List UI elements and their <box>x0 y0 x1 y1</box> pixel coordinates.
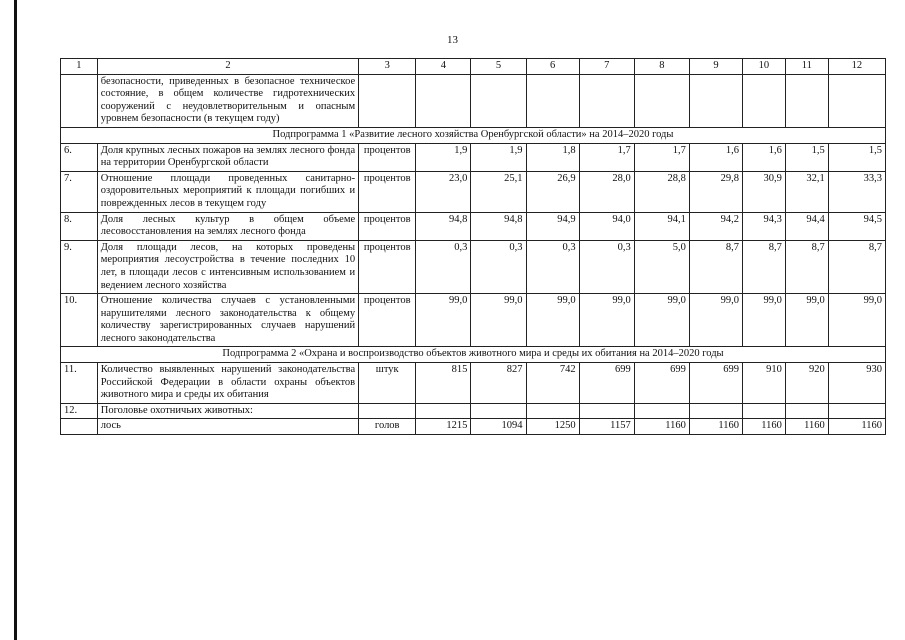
table-row <box>61 363 886 404</box>
header-cell: 11 <box>785 59 828 75</box>
header-cell: 4 <box>416 59 471 75</box>
value-cell: 1,8 <box>526 143 579 171</box>
header-cell: 12 <box>828 59 885 75</box>
indicator-description: Поголовье охотничьих животных: <box>97 403 358 419</box>
row-number: 6. <box>61 143 98 171</box>
value-cell: 94,1 <box>634 212 689 240</box>
table-row <box>61 403 886 419</box>
table-row <box>61 171 886 212</box>
value-cell: 94,5 <box>828 212 885 240</box>
row-number <box>61 74 98 127</box>
value-cell: 1250 <box>526 419 579 435</box>
indicator-description: Доля площади лесов, на которых проведены мероприятия лесоустройства в течение последних 10 лет, в площади лесов с интенсивным использованием и ведением лесного хозяйства <box>97 240 358 293</box>
value-cell: 0,3 <box>471 240 526 293</box>
value-cell <box>634 403 689 419</box>
value-cell: 25,1 <box>471 171 526 212</box>
value-cell: 920 <box>785 363 828 404</box>
row-number: 10. <box>61 294 98 347</box>
indicator-description: Отношение количества случаев с установленными нарушителями лесного законодательства к общему количеству зарегистрированных случаев нарушений лесного законодательства <box>97 294 358 347</box>
value-cell <box>785 74 828 127</box>
value-cell: 1,5 <box>828 143 885 171</box>
value-cell: 1,5 <box>785 143 828 171</box>
value-cell <box>689 74 742 127</box>
value-cell <box>828 74 885 127</box>
value-cell: 1,6 <box>689 143 742 171</box>
header-cell: 10 <box>742 59 785 75</box>
value-cell: 1160 <box>828 419 885 435</box>
value-cell <box>416 403 471 419</box>
value-cell: 699 <box>579 363 634 404</box>
value-cell: 8,7 <box>828 240 885 293</box>
value-cell: 94,8 <box>416 212 471 240</box>
value-cell: 1094 <box>471 419 526 435</box>
value-cell: 32,1 <box>785 171 828 212</box>
table-row <box>61 419 886 435</box>
row-number: 8. <box>61 212 98 240</box>
value-cell: 99,0 <box>689 294 742 347</box>
value-cell: 99,0 <box>742 294 785 347</box>
value-cell <box>579 403 634 419</box>
unit-cell <box>359 403 416 419</box>
row-number: 12. <box>61 403 98 419</box>
value-cell <box>526 74 579 127</box>
value-cell: 94,8 <box>471 212 526 240</box>
page-number: 13 <box>447 34 458 46</box>
header-cell: 1 <box>61 59 98 75</box>
value-cell <box>634 74 689 127</box>
value-cell <box>742 74 785 127</box>
value-cell: 94,2 <box>689 212 742 240</box>
table-row <box>61 240 886 293</box>
value-cell: 30,9 <box>742 171 785 212</box>
value-cell: 99,0 <box>526 294 579 347</box>
value-cell: 827 <box>471 363 526 404</box>
value-cell: 699 <box>634 363 689 404</box>
value-cell: 1160 <box>742 419 785 435</box>
value-cell <box>828 403 885 419</box>
unit-cell: процентов <box>359 212 416 240</box>
value-cell: 0,3 <box>526 240 579 293</box>
value-cell: 5,0 <box>634 240 689 293</box>
value-cell: 815 <box>416 363 471 404</box>
value-cell: 94,9 <box>526 212 579 240</box>
value-cell: 28,8 <box>634 171 689 212</box>
value-cell: 28,0 <box>579 171 634 212</box>
indicator-description: Количество выявленных нарушений законодательства Российской Федерации в области охраны объектов животного мира и среды их обитания <box>97 363 358 404</box>
row-number: 9. <box>61 240 98 293</box>
value-cell: 1160 <box>689 419 742 435</box>
value-cell: 29,8 <box>689 171 742 212</box>
unit-cell <box>359 74 416 127</box>
value-cell: 33,3 <box>828 171 885 212</box>
value-cell: 930 <box>828 363 885 404</box>
indicator-description: лось <box>97 419 358 435</box>
subprogram-title: Подпрограмма 1 «Развитие лесного хозяйства Оренбургской области» на 2014–2020 годы <box>61 127 886 143</box>
row-number <box>61 419 98 435</box>
unit-cell: процентов <box>359 171 416 212</box>
table-row <box>61 143 886 171</box>
value-cell <box>785 403 828 419</box>
indicator-description: Доля крупных лесных пожаров на землях лесного фонда на территории Оренбургской области <box>97 143 358 171</box>
value-cell: 99,0 <box>416 294 471 347</box>
header-cell: 3 <box>359 59 416 75</box>
value-cell: 1,6 <box>742 143 785 171</box>
table-row <box>61 74 886 127</box>
row-number: 7. <box>61 171 98 212</box>
header-row <box>61 59 886 75</box>
row-number: 11. <box>61 363 98 404</box>
value-cell: 23,0 <box>416 171 471 212</box>
value-cell <box>689 403 742 419</box>
value-cell: 99,0 <box>785 294 828 347</box>
header-cell: 8 <box>634 59 689 75</box>
subprogram-row <box>61 347 886 363</box>
header-cell: 2 <box>97 59 358 75</box>
value-cell: 1,7 <box>579 143 634 171</box>
indicator-description: Отношение площади проведенных санитарно-оздоровительных мероприятий к площади погибших и поврежденных лесов в текущем году <box>97 171 358 212</box>
value-cell: 1,9 <box>416 143 471 171</box>
table-row <box>61 294 886 347</box>
header-cell: 6 <box>526 59 579 75</box>
unit-cell: процентов <box>359 240 416 293</box>
subprogram-title: Подпрограмма 2 «Охрана и воспроизводство объектов животного мира и среды их обитания на 2014–2020 годы <box>61 347 886 363</box>
unit-cell: штук <box>359 363 416 404</box>
value-cell: 8,7 <box>689 240 742 293</box>
value-cell <box>742 403 785 419</box>
header-cell: 5 <box>471 59 526 75</box>
value-cell: 99,0 <box>471 294 526 347</box>
value-cell <box>471 74 526 127</box>
value-cell: 1,9 <box>471 143 526 171</box>
unit-cell: процентов <box>359 294 416 347</box>
value-cell <box>579 74 634 127</box>
value-cell: 0,3 <box>579 240 634 293</box>
value-cell: 94,4 <box>785 212 828 240</box>
indicators-table <box>60 58 886 435</box>
value-cell: 99,0 <box>828 294 885 347</box>
value-cell: 26,9 <box>526 171 579 212</box>
table-row <box>61 212 886 240</box>
value-cell <box>416 74 471 127</box>
header-cell: 9 <box>689 59 742 75</box>
value-cell: 1,7 <box>634 143 689 171</box>
value-cell: 0,3 <box>416 240 471 293</box>
value-cell: 1215 <box>416 419 471 435</box>
value-cell: 99,0 <box>579 294 634 347</box>
value-cell: 94,0 <box>579 212 634 240</box>
scan-edge-bar <box>14 0 17 640</box>
value-cell <box>526 403 579 419</box>
value-cell: 94,3 <box>742 212 785 240</box>
value-cell: 1160 <box>634 419 689 435</box>
value-cell: 1160 <box>785 419 828 435</box>
value-cell: 8,7 <box>785 240 828 293</box>
value-cell: 1157 <box>579 419 634 435</box>
value-cell: 742 <box>526 363 579 404</box>
indicator-description: безопасности, приведенных в безопасное техническое состояние, в общем количестве гидротехнических сооружений с неудовлетворительным и опасным уровнем безопасности (в текущем году) <box>97 74 358 127</box>
unit-cell: процентов <box>359 143 416 171</box>
value-cell: 699 <box>689 363 742 404</box>
subprogram-row <box>61 127 886 143</box>
value-cell: 910 <box>742 363 785 404</box>
unit-cell: голов <box>359 419 416 435</box>
indicator-description: Доля лесных культур в общем объеме лесовосстановления на землях лесного фонда <box>97 212 358 240</box>
value-cell <box>471 403 526 419</box>
value-cell: 8,7 <box>742 240 785 293</box>
header-cell: 7 <box>579 59 634 75</box>
value-cell: 99,0 <box>634 294 689 347</box>
